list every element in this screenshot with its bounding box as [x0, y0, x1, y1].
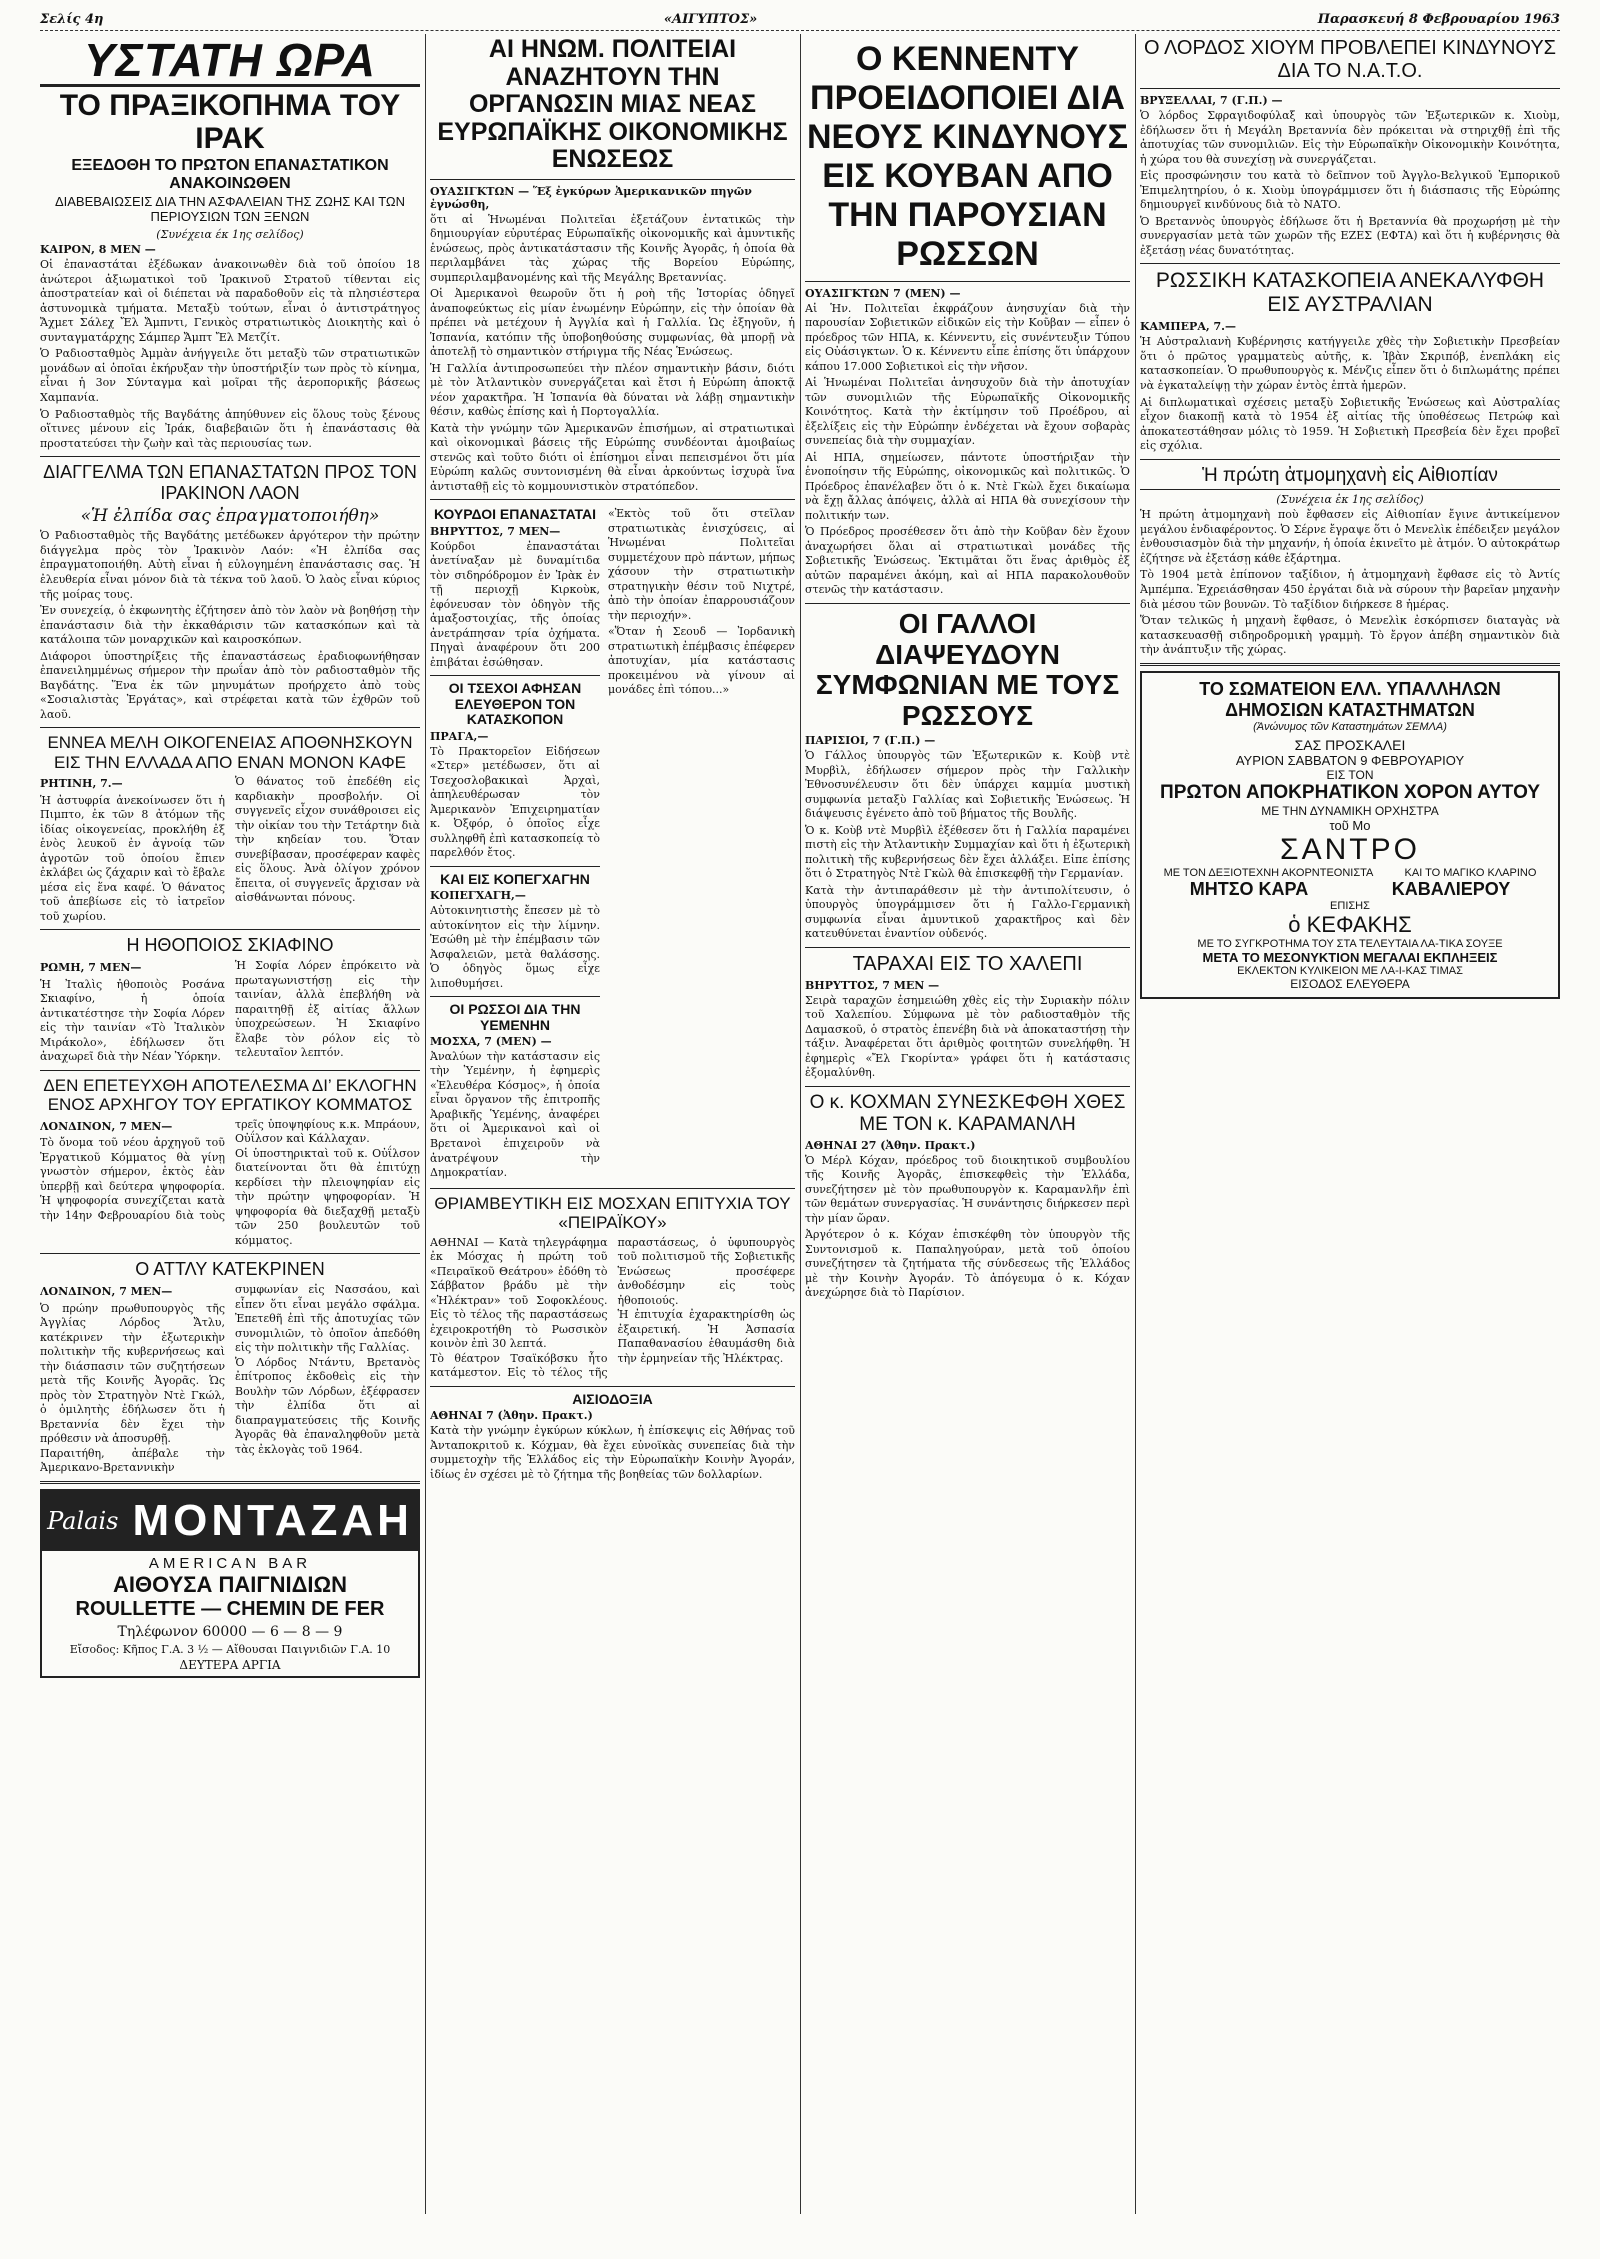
ad-with-row — [1148, 867, 1552, 879]
headline-aleppo: ΤΑΡΑΧΑΙ ΕΙΣ ΤΟ ΧΑΛΕΠΙ — [852, 952, 1083, 975]
article-paragraph: Ἡ Αὐστραλιανὴ Κυβέρνησις κατήγγειλε χθὲς τὴν Σοβιετικὴν Πρεσβείαν ὅτι ὁ πρῶτος γραμματεὺς αὐτῆς, κ. Ἰβὰν Σκριπόβ, ἐνεπλάκη εἰς κατασκοπείαν. Ὁ πρωθυπουργὸς κ. Μένζις εἶπεν ὅτι ὁ διπλωμάτης πρέπει νὰ ἐγκαταλείψῃ τὴν χώραν ἐντὸς ἑπτὰ ἡμερῶν. — [1140, 335, 1560, 392]
article-paragraph: Ἐν συνεχείᾳ, ὁ ἐκφωνητὴς ἐζήτησεν ἀπὸ τὸν λαὸν νὰ βοηθήσῃ τὴν ἐπανάστασιν διὰ τὴν ἐκκαθάρισιν τῶν κατασκόπων καὶ τὰ κατάλοιπα τῶν μοναρχικῶν καὶ καιροσκόπων. — [40, 604, 420, 647]
dateline: ΛΟΝΔΙΝΟΝ, 7 ΜΕΝ— — [40, 1119, 173, 1133]
article-paragraph: Ὁ Μέρλ Κόχαν, πρόεδρος τοῦ διοικητικοῦ συμβουλίου τῆς Κοινῆς Ἀγορᾶς, ἐπισκεφθεὶς τὴν Ἑλλάδα, συνεζήτησεν μὲ τὸν πρωθυπουργὸν κ. Καραμανλῆν ἐπὶ τῶν θεμάτων συνεργασίας. Ἡ συνάντησις διήρκεσεν περὶ τὴν μίαν ὥραν. — [805, 1153, 1130, 1225]
article-paragraph: Κούρδοι ἐπαναστάται ἀνετίναξαν μὲ δυναμίτιδα τὸν σιδηρόδρομον ἐν Ἰρὰκ ἐν τῇ περιοχῇ Κιρκοὺκ, ἐφόνευσαν τὸν ὁδηγὸν τῆς ἁμαξοστοιχίας, τῆς ὁποίας ἀνετράπησαν τρία ὀχήματα. Πηγαὶ ἀναφέρουν ὅτι 200 ἐπιβάται ἐσώθησαν. — [430, 539, 600, 669]
divider — [40, 727, 420, 728]
headline-iraq: ΤΟ ΠΡΑΞΙΚΟΠΗΜΑ ΤΟΥ ΙΡΑΚ — [59, 89, 401, 156]
ad-entry: ΕΙΣΟΔΟΣ ΕΛΕΥΘΕΡΑ — [1290, 976, 1410, 991]
ad-band: ΜΕ ΤΗΝ ΔΥΝΑΜΙΚΗ ΟΡΧΗΣΤΡΑ — [1261, 803, 1439, 818]
proclamation-quote: «Ἡ ἐλπίδα σας ἐπραγματοποιήθη» — [80, 506, 380, 527]
ad-entry: Εἴσοδος: Κῆπος Γ.Α. 3 ½ — Αἴθουσαι Παιγνιδιῶν Γ.Α. 10 — [69, 1642, 391, 1656]
article-paragraph: Τὸ 1904 μετὰ ἐπίπονον ταξίδιον, ἡ ἀτμομηχανὴ ἔφθασε εἰς τὸ Ἀντίς Ἀμπέμπα. Ἐχρειάσθησαν 450 ἐργάται διὰ νὰ σύρουν τὴν βαρεῖαν μηχανὴν διὰ μέσου τῶν βουνῶν. Τὸ ταξίδιον διήρκεσε 8 ἡμέρας. — [1140, 568, 1560, 611]
divider — [40, 1253, 420, 1254]
headline-kurds: ΚΟΥΡΔΟΙ ΕΠΑΝΑΣΤΑΤΑΙ — [433, 506, 597, 523]
ad-prizes: ΜΕΤΑ ΤΟ ΜΕΣΟΝΥΚΤΙΟΝ ΜΕΓΑΛΑΙ ΕΚΠΛΗΞΕΙΣ — [1202, 949, 1498, 965]
headline-france: ΟΙ ΓΑΛΛΟΙ ΔΙΑΨΕΥΔΟΥΝ ΣΥΜΦΩΝΙΑΝ ΜΕ ΤΟΥΣ ΡΩΣΣΟΥΣ — [815, 607, 1120, 732]
ad-venue-name: ΜΟΝΤΑΖΑΗ — [132, 1495, 413, 1545]
article-paragraph: «Ὅταν ἡ Σεουδ — Ἰορδανικὴ στρατιωτικὴ ἐπέμβασις ἐπέφερεν ἀποτυχίαν, μία κατάστασις προκειμένου νὰ γίνουν αἱ μονάδες ἐπὶ τόπου...» — [608, 625, 795, 697]
article-paragraph: Ὁ Ραδιοσταθμὸς τῆς Βαγδάτης ἀπηύθυνεν εἰς ὅλους τοὺς ξένους οἵτινες μένουν εἰς Ἰράκ, διαβεβαιῶν ὅτι ἡ ἐπανάστασις θὰ προστατεύσει τὴν ζωὴν καὶ τὰς περιουσίας των. — [40, 407, 420, 450]
headline-kennedy: Ο ΚΕΝΝΕΝΤΥ ΠΡΟΕΙΔΟΠΟΙΕΙ ΔΙΑ ΝΕΟΥΣ ΚΙΝΔΥΝΟΥΣ ΕΙΣ ΚΟΥΒΑΝ ΑΠΟ ΤΗΝ ΠΑΡΟΥΣΙΑΝ ΡΩΣΣΩΝ — [807, 40, 1128, 274]
headline-copenhagen: ΚΑΙ ΕΙΣ ΚΟΠΕΓΧΑΓΗΝ — [440, 870, 590, 887]
article-paragraph: Ὁ Ραδιοσταθμὸς Ἀμμὰν ἀνήγγειλε ὅτι μεταξὺ τῶν στρατιωτικῶν μονάδων αἱ ὁποῖαι ἐκήρυξαν τὴν ὑποστήριξίν των πρὸς τὸ κίνημα, εἶναι ἡ 3ον Σύνταγμα καὶ μοῖραι τῆς ἀεροπορικῆς βάσεως Χαμπανία. — [40, 347, 420, 404]
ad-phone: Τηλέφωνον 60000 — 6 — 8 — 9 — [117, 1623, 343, 1640]
article-stack — [430, 505, 600, 1182]
headline-actress: Η ΗΘΟΠΟΙΟΣ ΣΚΙΑΦΙΝΟ — [126, 935, 334, 956]
dateline: ΛΟΝΔΙΝΟΝ, 7 ΜΕΝ— — [40, 1285, 173, 1299]
dateline: ΟΥΑΣΙΓΚΤΩΝ 7 (ΜΕΝ) — — [805, 286, 961, 300]
divider — [805, 947, 1130, 948]
divider — [40, 929, 420, 930]
article-paragraph: Ἀναλύων τὴν κατάστασιν εἰς τὴν Ὑεμένην, ἡ ἐφημερὶς «Ἐλευθέρα Κόσμος», ἡ ὁποία εἶναι ὄργανον τῆς ἐπιτροπῆς Ἀραβικῆς Ὑεμένης, ἀναφέρει ὅτι οἱ Ἀμερικανοὶ καὶ οἱ Βρετανοὶ ἐπιχειροῦν νὰ ἀνατρέψουν τὴν Δημοκρατίαν. — [430, 1049, 600, 1180]
article-paragraph: Ἀργότερον ὁ κ. Κόχαν ἐπισκέφθη τὸν ὑπουργὸν τῆς Συντονισμοῦ κ. Παπαληγούραν, μετὰ τοῦ ὁποίου συνεζήτησεν τὰ ζητήματα τῆς σύνδεσεως τῆς Ἑλλάδος μὲ τὴν Κοινὴν Ἀγοράν. Τὸ ἀπόγευμα ὁ κ. Κόχαν ἀνεχώρησε διὰ τὸ Παρίσιον. — [805, 1228, 1130, 1300]
article-body-twocol — [430, 1236, 795, 1381]
divider — [430, 1386, 795, 1387]
newspaper-name: «ΑΙΓΥΠΤΟΣ» — [663, 11, 758, 27]
dateline: ΑΘΗΝΑΙ 7 (Ἀθην. Πρακτ.) — [430, 1409, 593, 1423]
article-paragraph: Ὅταν τελικῶς ἡ μηχανὴ ἔφθασε, ὁ Μενελὶκ ἐσκόρπισεν διαταγὰς νὰ κατασκευασθῇ σιδηροδρομικὴ γραμμὴ. Τὸ ἔργον ἀπέβη σημαντικὸν διὰ τὴν ἀνάπτυξιν τῆς χώρας. — [1140, 614, 1560, 657]
headline-labour: ΔΕΝ ΕΠΕΤΕΥΧΘΗ ΑΠΟΤΕΛΕΣΜΑ ΔΙ’ ΕΚΛΟΓΗΝ ΕΝΟΣ ΑΡΧΗΓΟΥ ΤΟΥ ΕΡΓΑΤΙΚΟΥ ΚΟΜΜΑΤΟΣ — [43, 1075, 417, 1115]
ad-org-sub: (Ἀνώνυμος τῶν Καταστημάτων ΣΕΜΛΑ) — [1253, 720, 1447, 733]
article-body-twocol — [40, 959, 420, 1065]
divider — [430, 675, 600, 676]
continuation-note: (Συνέχεια ἐκ 1ης σελίδος) — [1276, 493, 1424, 507]
headline-piraikos: ΘΡΙΑΜΒΕΥΤΙΚΗ ΕΙΣ ΜΟΣΧΑΝ ΕΠΙΤΥΧΙΑ ΤΟΥ «ΠΕΙΡΑΪΚΟΥ» — [434, 1193, 791, 1233]
article-paragraph: Αἱ ΗΠΑ, σημείωσεν, πάντοτε ὑποστήριξαν τὴν ἑνοποίησιν τῆς Εὐρώπης, οἰκονομικῶς καὶ πολιτικῶς. Ὁ Πρόεδρος ἐπανέλαβεν ὅτι ὁ κ. Ντὲ Γκὼλ ἔχει δικαίωμα νὰ ἔχῃ ἄλλας ἀπόψεις, ἀλλὰ αἱ ΗΠΑ θὰ συνεχίσουν τὴν πολιτικήν των. — [805, 450, 1130, 522]
article-paragraph: «Ἐκτὸς τοῦ ὅτι στεῖλαν στρατιωτικὰς ἐνισχύσεις, αἱ Ἡνωμέναι Πολιτεῖαι συμμετέχουν πρὸ πάντων, μήπως χάσουν τὴν στρατιωτικὴν στρατηγικὴν θέσιν τοῦ Νιχτρέ, ἀπὸ τὴν ὁποίαν ἐπαρρουσιάζουν τὴν περιοχήν». — [608, 507, 795, 622]
dateline: ΟΥΑΣΙΓΚΤΩΝ — Ἕξ ἐγκύρων Ἀμερικανικῶν πηγῶν ἐγνώσθη, — [430, 184, 752, 211]
divider — [430, 499, 795, 500]
headline-optimism: ΑΙΣΙΟΔΟΞΙΑ — [572, 1390, 653, 1407]
article-paragraph: Κατὰ τὴν ἀντιπαράθεσιν μὲ τὴν ἀντιπολίτευσιν, ὁ ὑπουργὸς ὑπογράμμισεν ὅτι ἡ Γαλλο-Γερμανικὴ συμφωνία εἶναι ἀμυντικοῦ χαρακτῆρος καὶ δὲν κατευθύνεται ἐναντίον οὐδενός. — [805, 883, 1130, 941]
article-paragraph: Αἱ Ἡνωμέναι Πολιτεῖαι ἀνησυχοῦν διὰ τὴν ἀποτυχίαν τῶν συνομιλιῶν τῆς Εὐρωπαϊκῆς Οἰκονομικῆς Κοινότητος. Κατὰ τὴν ἐκτίμησιν τοῦ Προέδρου, αἱ ἐξελίξεις εἰς τὴν Εὐρώπην ἐνδέχεται νὰ ἔχουν σοβαρὰς συνεπείας διὰ τὴν συμμαχίαν. — [805, 376, 1130, 448]
dateline: ΒΗΡΥΤΤΟΣ, 7 ΜΕΝ — — [805, 978, 940, 992]
subhead-iraq-2: ΔΙΑΒΕΒΑΙΩΣΕΙΣ ΔΙΑ ΤΗΝ ΑΣΦΑΛΕΙΑΝ ΤΗΣ ΖΩΗΣ ΚΑΙ ΤΩΝ ΠΕΡΙΟΥΣΙΩΝ ΤΩΝ ΞΕΝΩΝ — [54, 194, 406, 225]
dateline: ΜΟΣΧΑ, 7 (ΜΕΝ) — — [430, 1034, 552, 1048]
continuation-note: (Συνέχεια έκ 1ης σελίδος) — [156, 228, 304, 242]
ad-subtitle: AMERICAN BAR — [148, 1554, 312, 1572]
dateline: ΒΗΡΥΤΤΟΣ, 7 ΜΕΝ— — [430, 524, 561, 538]
article-body-twocol — [40, 1283, 420, 1476]
divider — [1140, 88, 1560, 89]
divider — [430, 866, 600, 867]
article-paragraph: Ὁ Ραδιοσταθμὸς τῆς Βαγδάτης μετέδωκεν ἀργότερον τὴν πρώτην διάγγελμα πρὸς τὸν Ἰρακινὸν Λαόν: «Ἡ ἐλπίδα σας ἐπραγματοποιήθη. Αὐτὴ εἶναι ἡ εὐλογημένη ἐπανάστασις σας. Ἡ ἐλευθερία εἶναι μόνον διὰ τὰ τέκνα τοῦ λαοῦ. Ὁ λαὸς εἶναι κύριος τῆς μοίρας τους. — [40, 529, 420, 601]
issue-date: Παρασκευή 8 Φεβρουαρίου 1963 — [1317, 11, 1560, 27]
ad-buffet: ΕΚΛΕΚΤΟΝ ΚΥΛΙΚΕΙΟΝ ΜΕ ΛΑ-Ι-ΚΑΣ ΤΙΜΑΣ — [1237, 964, 1463, 977]
dateline: ΡΗΤΙΝΗ, 7.— — [40, 777, 123, 791]
headline-family: ΕΝΝΕΑ ΜΕΛΗ ΟΙΚΟΓΕΝΕΙΑΣ ΑΠΟΘΝΗΣΚΟΥΝ ΕΙΣ ΤΗΝ ΕΛΛΑΔΑ ΑΠΟ ΕΝΑΝ ΜΟΝΟΝ ΚΑΦΕ — [47, 733, 413, 772]
dateline: ΑΘΗΝΑΙ 27 (Ἀθην. Πρακτ.) — [805, 1138, 976, 1152]
article-paragraph: Ὁ Πρόεδρος προσέθεσεν ὅτι ἀπὸ τὴν Κοῦβαν δὲν ἔχουν ἀναχωρήσει ὅλαι αἱ στρατιωτικαὶ μονάδες τῆς Σοβιετικῆς Ἑνώσεως. Ἐκτιμᾶται ὅτι ἕνας ἀριθμὸς ἐξ αὐτῶν παραμένει ἀκόμη, καὶ αἱ ΗΠΑ παρακολουθοῦν στενῶς τὴν κατάστασιν. — [805, 525, 1130, 597]
headline-attlee: Ο ΑΤΤΛΥ ΚΑΤΕΚΡΙΝΕΝ — [135, 1259, 325, 1280]
ad-with: ΜΕ ΤΟΝ ΔΕΞΙΟΤΕΧΝΗ ΑΚΟΡΝΤΕΟΝΙΣΤΑ — [1163, 866, 1374, 879]
article-paragraph: Αὐτοκινητιστὴς ἔπεσεν μὲ τὸ αὐτοκίνητον εἰς τὴν λίμνην. Ἐσώθη μὲ τὴν ἐπέμβασιν τῶν Ἀσφαλειῶν, μετὰ θαλάσσης. Ὁ ὁδηγὸς ὅμως εἶχε λιποθυμήσει. — [430, 904, 600, 990]
divider — [1140, 663, 1560, 666]
article-paragraph: Ὁ θάνατος τοῦ ἐπεδέθη εἰς καρδιακὴν προσβολήν. Οἱ συγγενεῖς εἶχον συνάθροισει εἰς τὴν οἰκίαν του τὴν Τετάρτην διὰ τὴν κηδείαν του. Ὅταν συνεβίβασαν, προσέφεραν καφὲς εἰς ὅλους. Ἀνὰ ὀλίγον χρόνον ἔπειτα, οἱ συγγενεῖς ἄρχισαν νὰ αἰσθάνωνται πόνους. — [235, 775, 420, 905]
article-paragraph: Τὸ θέατρον Τσαϊκόβσκυ ἦτο κατάμεστον. Εἰς τὸ τέλος τῆς παραστάσεως, ὁ ὑφυπουργὸς τοῦ πολιτισμοῦ τῆς Σοβιετικῆς Ἑνώσεως προσέφερε ἀνθοδέσμην εἰς τοὺς ἠθοποιούς. — [430, 1235, 795, 1380]
column-rule — [800, 34, 801, 2214]
headline-czech: ΟΙ ΤΣΕΧΟΙ ΑΦΗΣΑΝ ΕΛΕΥΘΕΡΟΝ ΤΟΝ ΚΑΤΑΣΚΟΠΟΝ — [448, 680, 582, 728]
article-paragraph: ΑΘΗΝΑΙ — Κατὰ τηλεγράφημα ἐκ Μόσχας ἡ πρώτη τοῦ «Πειραϊκοῦ Θεάτρου» ἐδόθη τὸ Σάββατον βράδυ μὲ τὴν «Ἠλέκτραν» τοῦ Σοφοκλέους. Εἰς τὸ τέλος τῆς παραστάσεως ἐχειροκροτήθη τὸ Ρωσσικὸν κοινὸν ἐπὶ 30 λεπτά. — [430, 1235, 608, 1351]
article-paragraph: Ἡ Γαλλία ἀντιπροσωπεύει τὴν πλέον σημαντικὴν βάσιν, διότι μὲ τὸν Ἀτλαντικὸν συνεργάζεται καὶ ἔτσι ἡ Εὐρώπη ἀποκτᾷ νέον χαρακτῆρα. Ἡ Ἱσπανία θὰ δύναται νὰ λάβῃ σημαντικὴν θέσιν, καθὼς ἐπίσης καὶ ἡ Πορτογαλλία. — [430, 361, 795, 419]
headline-urgent: ΥΣΤΑΤΗ ΩΡΑ — [40, 36, 420, 87]
article-paragraph: Κατὰ τὴν γνώμην τῶν Ἀμερικανῶν ἐπισήμων, αἱ στρατιωτικαὶ καὶ οἰκονομικαὶ βάσεις τῆς Εὐρώπης συνδέονται ἀμοιβαίως στενῶς καὶ τοῦτο διότι οἱ ἐπίσημοι εἶναι πεπεισμένοι ὅτι μία Εὐρώπη καλῶς συντονισμένη θὰ εἶναι ἀρκούντως ἰσχυρὰ ἵνα ἀντισταθῇ εἰς τὸ κομμουνιστικὸν στρατόπεδον. — [430, 421, 795, 493]
dateline: ΠΑΡΙΣΙΟΙ, 7 (Γ.Π.) — — [805, 734, 936, 748]
ad-invite: ΣΑΣ ΠΡΟΣΚΑΛΕΙ — [1294, 736, 1406, 753]
article-paragraph: Ἡ Ἰταλὶς ἠθοποιὸς Ροσάνα Σκιαφίνο, ἡ ὁποία ἀντικατέστησε τὴν Σοφία Λόρεν εἰς τὴν ταινίαν «Τὸ Ἰταλικὸν Μιράκολο», ἐδήλωσεν ὅτι ἀναχωρεῖ διὰ τὴν Νέαν Ὑόρκην. — [40, 977, 225, 1064]
article-paragraph: Ὁ Λόρδος Ντάντυ, Βρετανὸς ἐπίτροπος ἐκδοθεὶς εἰς τὴν Βουλὴν τῶν Λόρδων, ἐξέφρασεν τὴν ἐλπίδα ὅτι αἱ διαπραγματεύσεις τῆς Κοινῆς Ἀγορᾶς θὰ ἐπαναληφθοῦν μετὰ τὰς ἐκλογὰς τοῦ 1964. — [235, 1355, 420, 1456]
ad-with: ΚΑΙ ΤΟ ΜΑΓΙΚΟ ΚΛΑΡΙΝΟ — [1404, 866, 1537, 879]
ad-also: ΕΠΙΣΗΣ — [1330, 899, 1370, 912]
article-paragraph: Ὁ λόρδος Σφραγιδοφύλαξ καὶ ὑπουργὸς τῶν Ἐξωτερικῶν κ. Χιοὺμ, ἐδήλωσεν ὅτι ἡ Μεγάλη Βρεταννία δὲν πρόκειται νὰ στηριχθῇ ἐπὶ τῆς ἀποτυχίας τῶν συνομιλιῶν. Εἰς τὴν Εὐρωπαϊκὴν Οἰκονομικὴν Κοινότητα, ἡ χώρα του θὰ συνεχίσῃ νὰ συνεργάζεται. — [1140, 109, 1560, 166]
dateline: ΚΑΜΠΕΡΑ, 7.— — [1140, 320, 1236, 334]
advertisement-montazah — [40, 1489, 420, 1678]
article-paragraph: Οἱ Ἀμερικανοὶ θεωροῦν ὅτι ἡ ροὴ τῆς Ἱστορίας ὁδηγεῖ ἀναποφεύκτως εἰς μίαν ἑνωμένην Εὐρώπην, εἰς τὴν ὁποίαν θὰ πρέπει νὰ μετέχουν ἡ Ἀγγλία καὶ ἡ Γαλλία. Ὡς ἐξηγοῦν, ἡ Ἱσπανία, κατόπιν τῆς ὑποβοηθούσης συμφωνίας, θὰ μπορῇ νὰ ἀποτελῇ τὸ σημαντικὸν στήριγμα τῆς Νέας Ἑνώσεως. — [430, 287, 795, 359]
headline-proclamation: ΔΙΑΓΓΕΛΜΑ ΤΩΝ ΕΠΑΝΑΣΤΑΤΩΝ ΠΡΟΣ ΤΟΝ ΙΡΑΚΙΝΟΝ ΛΑΟΝ — [43, 462, 417, 503]
divider — [805, 281, 1130, 282]
article-paragraph: Ὁ Γάλλος ὑπουργὸς τῶν Ἐξωτερικῶν κ. Κοὺβ ντὲ Μυρβὶλ, ἐδήλωσεν σήμερον πρὸς τὴν Γαλλικὴν Ἐθνοσυνέλευσιν ὅτι δὲν ὑπάρχει καμμία μυστικὴ συμφωνία μεταξὺ Γαλλίας καὶ Σοβιετικῆς Ἑνώσεως. Ἡ διάψευσις ἐγένετο ἀπὸ τοῦ βήματος τῆς Βουλῆς. — [805, 749, 1130, 821]
ad-name: ΜΗΤΣΟ ΚΑΡΑ — [1189, 878, 1309, 899]
column-4 — [1140, 34, 1560, 2214]
headline-hume: Ο ΛΟΡΔΟΣ ΧΙΟΥΜ ΠΡΟΒΛΕΠΕΙ ΚΙΝΔΥΝΟΥΣ ΔΙΑ ΤΟ Ν.Α.Τ.Ο. — [1143, 37, 1557, 82]
headline-yemen: ΟΙ ΡΩΣΣΟΙ ΔΙΑ ΤΗΝ ΥΕΜΕΝΗΝ — [449, 1001, 581, 1033]
ad-banner — [42, 1491, 418, 1551]
divider — [805, 1086, 1130, 1087]
article-paragraph: Ἡ Σοφία Λόρεν ἐπρόκειτο νὰ πρωταγωνιστήσῃ εἰς τὴν ταινίαν, ἀλλὰ ἐπεβλήθη νὰ παραιτηθῇ ἐξ αἰτίας ἄλλων ὑποχρεώσεων. Ἡ Σκιαφίνο ἔλαβε τὸν ρόλον εἰς τὸ τελευταῖον λεπτόν. — [235, 959, 420, 1060]
ad-names-row — [1148, 879, 1552, 900]
page-number: Σελίς 4η — [40, 11, 104, 27]
article-paragraph: Οἱ ἐπαναστάται ἐξέδωκαν ἀνακοινωθὲν διὰ τοῦ ὁποίου 18 ἀνώτεροι ἀξιωματικοὶ τοῦ Ἰρακινοῦ Στρατοῦ τίθενται εἰς ἀποστρατείαν καὶ οἱ διέπεται νὰ παραδοθοῦν εἰς τὰ πλησιέστερα ἀστυνομικὰ τμήματα. Μεταξὺ τούτων, εἶναι ὁ ἀντιστράτηγος Ἄχμετ Σάλεχ Ἔλ Ἄμπντι, Γενικὸς στρατιωτικὸς Διοικητὴς καὶ ὁ συνταγματάρχης Σάμπερ Ἄμπτ Ἔλ Μετζίτ. — [40, 258, 420, 344]
masthead — [40, 10, 1560, 31]
article-paragraph: Σειρὰ ταραχῶν ἐσημειώθη χθὲς εἰς τὴν Συριακὴν πόλιν τοῦ Χαλεπίου. Σύμφωνα μὲ τὸν ραδιοσταθμὸν τῆς Δαμασκοῦ, ὁ στρατὸς ἐπενέβη διὰ νὰ ἀποκαταστήσῃ τὴν τάξιν. Ἀναφέρεται ὅτι ἀριθμὸς φοιτητῶν συνελήφθη. Ἡ ἐφημερὶς «Ἔλ Γκορίντα» γράφει ὅτι ἡ κατάστασις ἐξομαλύνθη. — [805, 993, 1130, 1080]
ad-closed-day: ΔΕΥΤΕΡΑ ΑΡΓΙΑ — [179, 1657, 281, 1672]
column-1 — [40, 34, 420, 2214]
ad-to: ΕΙΣ ΤΟΝ — [1326, 767, 1374, 782]
small-articles-row — [430, 505, 795, 1182]
divider — [430, 1188, 795, 1189]
headline-kochman: Ο κ. ΚΟΧΜΑΝ ΣΥΝΕΣΚΕΦΘΗ ΧΘΕΣ ΜΕ ΤΟΝ κ. ΚΑΡΑΜΑΝΛΗ — [809, 1091, 1126, 1135]
ad-line: ΑΙΘΟΥΣΑ ΠΑΙΓΝΙΔΙΩΝ — [112, 1571, 348, 1597]
article-paragraph: Ἡ πρώτη ἀτμομηχανὴ ποὺ ἔφθασεν εἰς Αἰθιοπίαν ἔγινε ἀντικείμενον μεγάλου ἐνδιαφέροντος. Ὁ Σέρνε ἔγραψε ὅτι ὁ Μενελὶκ ἐπέδειξεν μεγάλον ἐνθουσιασμὸν διὰ τὴν μηχανήν, ἡ ὁποία ἐκινεῖτο μὲ ἀτμόν. Ὁ αὐτοκράτωρ ἐζήτησε νὰ ἐξετάσῃ κάθε ἐξάρτημα. — [1140, 508, 1560, 565]
headline-ethiopia: Ἡ πρώτη ἀτμομηχανὴ εἰς Αἰθιοπίαν — [1140, 465, 1560, 491]
column-rule — [425, 34, 426, 2214]
advertisement-dance — [1140, 671, 1560, 999]
ad-name: ΚΑΒΑΛΙΕΡΟΥ — [1391, 878, 1511, 899]
divider — [430, 996, 600, 997]
ad-date: ΑΥΡΙΟΝ ΣΑΒΒΑΤΟΝ 9 ΦΕΒΡΟΥΑΡΙΟΥ — [1235, 752, 1465, 768]
article-paragraph: Ὁ Βρεταννὸς ὑπουργὸς ἐδήλωσε ὅτι ἡ Βρεταννία θὰ προχωρήσῃ μὲ τὴν συνεργασίαν μετὰ τῶν χωρῶν τῆς ΕΖΕΣ (ΕΦΤΑ) καὶ ὅτι ἡ κυβέρνησις θὰ ἐξετάσῃ νέας δυνατότητας. — [1140, 214, 1560, 257]
divider — [40, 1481, 420, 1484]
divider — [1140, 263, 1560, 264]
article-paragraph: ὅτι αἱ Ἡνωμέναι Πολιτεῖαι ἐξετάζουν ἐντατικῶς τὴν δημιουργίαν εὐρυτέρας Εὐρωπαϊκῆς οἰκονομικῆς καὶ ἀμυντικῆς ἑνώσεως, πρὸς ἀντικατάστασιν τῆς Κοινῆς Ἀγορᾶς, ἡ ὁποία θὰ περιλαμβάνει τὰς χώρας τῆς Βορείου Εὐρώπης, συμπεριλαμβανομένης καὶ τῆς Μεγάλης Βρεταννίας. — [430, 212, 795, 284]
article-paragraph: Τὸ ὄνομα τοῦ νέου ἀρχηγοῦ τοῦ Ἐργατικοῦ Κόμματος θὰ γίνῃ γνωστὸν σήμερον, ἐκτὸς ἐὰν ὑπερβῇ καὶ δεύτερα ψηφοφορία. Ἡ ψηφοφορία συνεχίζεται κατὰ τὴν 14ην Φεβρουαρίου διὰ τοὺς τρεῖς ὑποψηφίους κ.κ. Μπράουν, Οὐΐλσον καὶ Κάλλαχαν. — [40, 1117, 420, 1222]
article-paragraph: Ἡ ἐπιτυχία ἐχαρακτηρίσθη ὡς ἐξαιρετική. Ἡ Ἀσπασία Παπαθανασίου ἐθαυμάσθη διὰ τὴν ἐρμηνείαν τῆς Ἠλέκτρας. — [617, 1308, 795, 1365]
ad-leader: ΣΑΝΤΡΟ — [1280, 832, 1420, 866]
divider — [1140, 459, 1560, 460]
ad-org-line: ΤΟ ΣΩΜΑΤΕΙΟΝ ΕΛΛ. ΥΠΑΛΛΗΛΩΝ — [1199, 678, 1501, 699]
article-paragraph: Εἰς προσφώνησιν του κατὰ τὸ δεῖπνον τοῦ Ἀγγλο-Βελγικοῦ Ἐμπορικοῦ Ἐπιμελητηρίου, ὁ κ. Χιοὺμ ὑπογράμμισεν ὅτι ἡ διάσπασις τῆς Εὐρώπης δημιουργεῖ κινδύνους διὰ τὸ ΝΑΤΟ. — [1140, 169, 1560, 212]
article-paragraph: Παραιτήθη, ἀπέβαλε τὴν Ἀμερικανο-Βρεταννικὴν συμφωνίαν εἰς Νασσάου, καὶ εἶπεν ὅτι εἶναι μεγάλο σφάλμα. Ἐπετεθῆ ἐπὶ τῆς ἀποτυχίας τῶν συνομιλιῶν, τὸ ὁποῖον ἀπεδόθη εἰς τὴν πολιτικὴν τῆς Γαλλίας. — [40, 1283, 420, 1475]
headline-spy: ΡΩΣΣΙΚΗ ΚΑΤΑΣΚΟΠΕΙΑ ΑΝΕΚΑΛΥΦΘΗ ΕΙΣ ΑΥΣΤΡΑΛΙΑΝ — [1155, 269, 1545, 317]
divider — [430, 179, 795, 180]
ad-of: τοῦ Μο — [1329, 817, 1371, 833]
ad-event: ΠΡΩΤΟΝ ΑΠΟΚΡΗΑΤΙΚΟΝ ΧΟΡΟΝ ΑΥΤΟΥ — [1159, 781, 1540, 803]
dateline: ΚΟΠΕΓΧΑΓΗ,— — [430, 889, 526, 903]
article-paragraph: Ὁ πρώην πρωθυπουργὸς τῆς Ἀγγλίας Λόρδος Ἄτλυ, κατέκρινεν τὴν ἐξωτερικὴν πολιτικὴν τῆς κυβερνήσεως καὶ τὴν διάσπασιν τῶν συζητήσεων μετὰ τῆς Κοινῆς Ἀγορᾶς. Ὡς πρὸς τὸν Στρατηγὸν Ντὲ Γκώλ, ὁ ὁμιλητὴς ἐδήλωσεν ὅτι ἡ Βρεταννία δὲν ἔχει τὴν πρόθεσιν νὰ ἀποσυρθῇ. — [40, 1301, 225, 1446]
article-paragraph: Κατὰ τὴν γνώμην ἐγκύρων κύκλων, ἡ ἐπίσκεψις εἰς Ἀθήνας τοῦ Ἀνταποκριτοῦ κ. Κόχμαν, θὰ ἔχει εὐνοϊκὰς συνεπείας διὰ τὴν συμμετοχὴν τῆς Ἑλλάδος εἰς τὴν Εὐρωπαϊκὴν Κοινὴν Ἀγοράν, ἰδίως ἐν σχέσει μὲ τὸ ζήτημα τῆς βοηθείας τῶν δολλαρίων. — [430, 1424, 795, 1481]
ad-org-line: ΔΗΜΟΣΙΩΝ ΚΑΤΑΣΤΗΜΑΤΩΝ — [1225, 699, 1475, 720]
ad-line: ROULLETTE — CHEMIN DE FER — [75, 1597, 385, 1620]
ad-group: ΜΕ ΤΟ ΣΥΓΚΡΟΤΗΜΑ ΤΟΥ ΣΤΑ ΤΕΛΕΥΤΑΙΑ ΛΑ-ΤΙΚΑ ΣΟΥΞΕ — [1197, 937, 1503, 950]
article-paragraph: Διάφοροι ὑποστηρίξεις τῆς ἐπαναστάσεως ἐραδιοφωνήθησαν ἐπανειλημμένως σήμερον τὴν πρωΐαν ἀπὸ τὸν ραδιοσταθμὸν τῆς Βαγδάτης. Ἕνα ἐκ τῶν μηνυμάτων προήρχετο ἀπὸ τοὺς «Σοσιαλιστὰς Ἐργάτας», καὶ στρέφεται κατὰ τῶν ἐχθρῶν τοῦ λαοῦ. — [40, 649, 420, 721]
subhead-iraq-1: ΕΞΕΔΟΘΗ ΤΟ ΠΡΩΤΟΝ ΕΠΑΝΑΣΤΑΤΙΚΟΝ ΑΝΑΚΟΙΝΩΘΕΝ — [71, 157, 389, 192]
article-stack — [608, 505, 795, 1182]
divider — [805, 603, 1130, 604]
dateline: ΠΡΑΓΑ,— — [430, 729, 489, 743]
column-rule — [1135, 34, 1136, 2214]
divider — [40, 1070, 420, 1071]
article-body-twocol — [40, 1118, 420, 1249]
dateline: ΚΑΙΡΟΝ, 8 ΜΕΝ — — [40, 243, 156, 257]
ad-singer: ὁ ΚΕΦΑΚΗΣ — [1288, 911, 1412, 937]
headline-europe: ΑΙ ΗΝΩΜ. ΠΟΛΙΤΕΙΑΙ ΑΝΑΖΗΤΟΥΝ ΤΗΝ ΟΡΓΑΝΩΣΙΝ ΜΙΑΣ ΝΕΑΣ ΕΥΡΩΠΑΪΚΗΣ ΟΙΚΟΝΟΜΙΚΗΣ ΕΝΩΣΕΩΣ — [437, 35, 788, 173]
column-2 — [430, 34, 795, 2214]
article-paragraph: Ὁ κ. Κοὺβ ντὲ Μυρβὶλ ἐξέθεσεν ὅτι ἡ Γαλλία παραμένει πιστὴ εἰς τὴν Ἀτλαντικὴν Συμμαχίαν καὶ ὅτι ἡ ἐξωτερικὴ πολιτικὴ τῆς κυβερνήσεως δὲν ἔχει ἀλλάξει. Εἰπε ἐπίσης ὅτι ὁ Στρατηγὸς Ντὲ Γκὼλ θὰ ἐπισκεφθῇ τὴν Γερμανίαν. — [805, 823, 1130, 881]
divider — [40, 456, 420, 457]
ad-script-word: Palais — [47, 1506, 119, 1535]
dateline: ΡΩΜΗ, 7 ΜΕΝ— — [40, 961, 142, 975]
article-paragraph: Οἱ ὑποστηρικταὶ τοῦ κ. Οὐΐλσον διατείνονται ὅτι θὰ ἐπιτύχῃ κερδίσει τὴν πλειοψηφίαν εἰς τὴν πρώτην ψηφοφορίαν. Ἡ ψηφοφορία θὰ διεξαχθῇ μεταξὺ τῶν 250 βουλευτῶν τοῦ κόμματος. — [235, 1146, 420, 1247]
article-paragraph: Αἱ διπλωματικαὶ σχέσεις μεταξὺ Σοβιετικῆς Ἑνώσεως καὶ Αὐστραλίας εἶχον διακοπῇ κατὰ τὸ 1954 ἐξ αἰτίας τῆς ὑποθέσεως Πετρώφ καὶ ἀποκατεστάθησαν μόλις τὸ 1959. Ἡ Σοβιετικὴ Πρεσβεία δὲν ἔχει προβεῖ εἰς σχόλια. — [1140, 395, 1560, 453]
article-body-twocol — [40, 775, 420, 924]
article-paragraph: Ἡ ἀστυφρία ἀνεκοίνωσεν ὅτι ἡ Πιμπτο, ἐκ τῶν 8 ἀτόμων τῆς ἰδίας οἰκογενείας, προκλήθη ἐξ ἑνὸς λευκοῦ ἐν ἀγνοίᾳ τῶν ἀγροτῶν τοῦ ὁποίου ἔπιεν ἐκλάβει ὡς ζάχαριν καὶ τὸ ἔβαλε μέσα εἰς ἕνα καφέ. Ὁ θάνατος τοῦ ἀπεβίωσε εἰς τὸ ἰατρεῖον τοῦ χωρίου. — [40, 793, 225, 923]
article-paragraph: Τὸ Πρακτορεῖον Εἰδήσεων «Στερ» μετέδωσεν, ὅτι αἱ Τσεχοσλοβακικαὶ Ἀρχαὶ, ἀπηλευθέρωσαν τὸν Ἀμερικανὸν Ἐπιχειρηματίαν κ. Ὀξφόρ, ὁ ὁποῖος εἶχε συλληφθῆ ἐπὶ κατασκοπείᾳ τὸ παρελθόν ἔτος. — [430, 744, 600, 860]
dateline: ΒΡΥΞΕΛΛΑΙ, 7 (Γ.Π.) — — [1140, 94, 1283, 107]
column-3 — [805, 34, 1130, 2214]
article-paragraph: Αἱ Ἡν. Πολιτεῖαι ἐκφράζουν ἀνησυχίαν διὰ τὴν παρουσίαν Σοβιετικῶν εἰδικῶν εἰς τὴν Κοῦβαν — εἶπεν ὁ πρόεδρος τῶν ΗΠΑ, κ. Κέννεντυ, εἰς συνέντευξιν Τύπου εἰς Οὐάσιγκτων. Ὁ κ. Κέννεντυ εἶπε ἐπίσης ὅτι ὑπάρχουν κάπου 17.000 Σοβιετικοὶ εἰς τὴν νῆσον. — [805, 301, 1130, 373]
